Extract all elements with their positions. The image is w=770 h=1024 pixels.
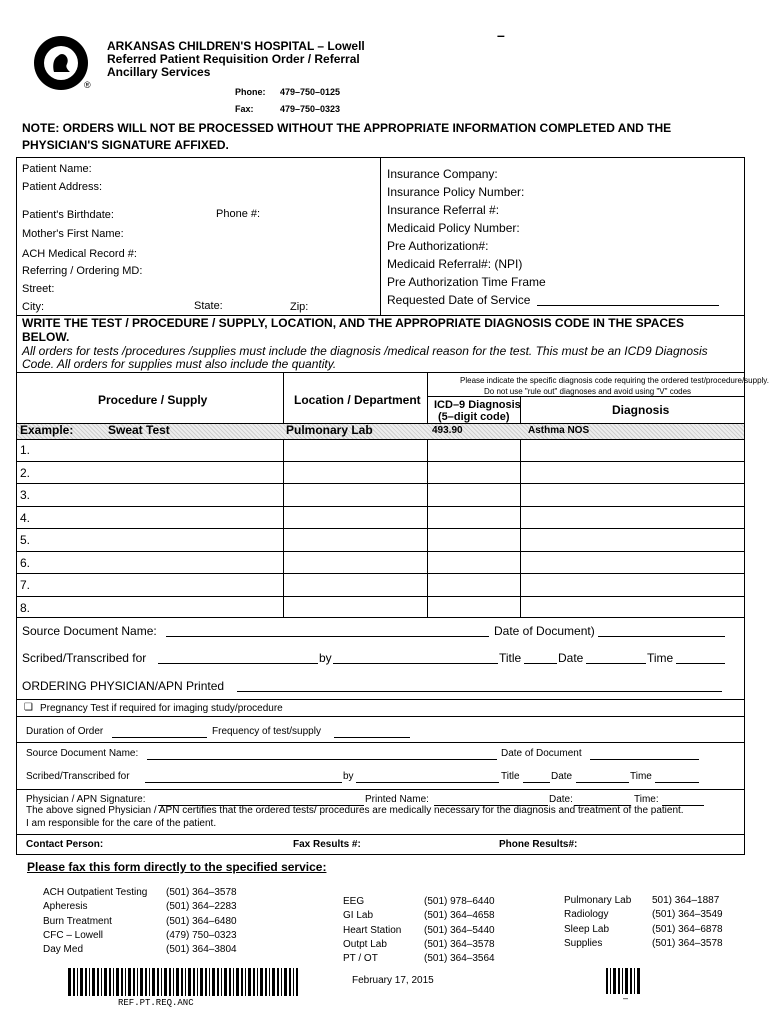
service-name: Pulmonary Lab xyxy=(564,895,632,906)
lower-date-of-document-label: Date of Document xyxy=(501,748,582,759)
lower-time-label: Time xyxy=(630,771,652,782)
service-name: Outpt Lab xyxy=(343,939,387,950)
row-number: 1. xyxy=(20,443,31,457)
service-phone: (501) 364–6480 xyxy=(166,916,237,927)
duration-line[interactable] xyxy=(112,737,207,738)
barcode-bar xyxy=(164,968,167,996)
barcode-bar xyxy=(205,968,207,996)
table-row[interactable] xyxy=(17,462,744,484)
form-date: February 17, 2015 xyxy=(352,975,434,986)
table-row[interactable] xyxy=(17,552,744,574)
barcode-bar xyxy=(634,968,635,994)
lower-by-label: by xyxy=(343,771,354,782)
note-under-line xyxy=(427,396,745,397)
service-name: PT / OT xyxy=(343,953,378,964)
patient-birthdate-label[interactable]: Patient's Birthdate: xyxy=(22,209,114,221)
row-number: 7. xyxy=(20,578,31,592)
phone-label: Phone: xyxy=(235,87,266,97)
barcode-bar xyxy=(77,968,78,996)
barcode-bar xyxy=(253,968,255,996)
table-row[interactable] xyxy=(17,439,744,461)
example-label: Example: xyxy=(20,423,74,437)
service-name: GI Lab xyxy=(343,910,374,921)
table-row[interactable] xyxy=(17,529,744,551)
lower-source-document-label: Source Document Name: xyxy=(26,748,139,759)
barcode-bar xyxy=(113,968,114,996)
frequency-label: Frequency of test/supply xyxy=(212,726,321,737)
barcode-bar xyxy=(260,968,263,996)
contact-person-label: Contact Person: xyxy=(26,839,104,850)
barcode-bar xyxy=(152,968,155,996)
barcode-bar xyxy=(169,968,171,996)
lower-title-label: Title xyxy=(501,771,520,782)
service-name: CFC – Lowell xyxy=(43,930,104,941)
row-number: 6. xyxy=(20,556,31,570)
table-row[interactable] xyxy=(17,597,744,619)
row-number: 2. xyxy=(20,466,31,480)
city-label[interactable]: City: xyxy=(22,301,44,313)
duration-label: Duration of Order xyxy=(26,726,104,737)
barcode-bar xyxy=(233,968,234,996)
row-number: 4. xyxy=(20,511,31,525)
barcode-bar xyxy=(116,968,119,996)
barcode-bar xyxy=(245,968,246,996)
barcode-bar xyxy=(101,968,102,996)
barcode-bar xyxy=(157,968,159,996)
service-phone: (501) 364–3549 xyxy=(652,909,723,920)
barcode-bar xyxy=(637,968,640,994)
barcode-bar xyxy=(128,968,131,996)
service-phone: (501) 364–5440 xyxy=(424,925,495,936)
barcode-bar xyxy=(221,968,222,996)
printed-name-label: Printed Name: xyxy=(365,794,429,805)
pre-auth-time-frame-label[interactable]: Pre Authorization Time Frame xyxy=(387,275,546,289)
physician-signature-label: Physician / APN Signature: xyxy=(26,794,146,805)
instructions-title-line2: BELOW. xyxy=(22,330,70,344)
lower-date-label: Date xyxy=(551,771,573,782)
barcode-bar xyxy=(173,968,174,996)
example-diagnosis: Asthma NOS xyxy=(528,425,590,436)
barcode-bar xyxy=(197,968,198,996)
service-phone: (501) 364–3804 xyxy=(166,944,237,955)
barcode-bar xyxy=(212,968,215,996)
barcode-bar xyxy=(269,968,270,996)
requested-date-line[interactable] xyxy=(537,305,719,306)
example-procedure: Sweat Test xyxy=(108,423,170,437)
phone-value: 479–750–0125 xyxy=(280,87,341,97)
note-line1: NOTE: ORDERS WILL NOT BE PROCESSED WITHOUT THE APPROPRIATE INFORMATION COMPLETED AND THE xyxy=(22,121,672,135)
service-name: Radiology xyxy=(564,909,609,920)
barcode-bar xyxy=(89,968,90,996)
patient-name-label[interactable]: Patient Name: xyxy=(22,163,92,175)
date-of-document-line[interactable] xyxy=(598,636,725,637)
barcode-bar xyxy=(236,968,239,996)
source-document-label: Source Document Name: xyxy=(22,624,157,638)
barcode-bar xyxy=(161,968,162,996)
medical-record-label[interactable]: ACH Medical Record #: xyxy=(22,248,137,260)
barcode-bar xyxy=(140,968,143,996)
mother-name-label[interactable]: Mother's First Name: xyxy=(22,228,124,240)
col-divider-4 xyxy=(427,372,428,396)
col-header-location: Location / Department xyxy=(294,393,421,407)
patient-address-label[interactable]: Patient Address: xyxy=(22,181,103,193)
barcode-right xyxy=(606,968,642,994)
service-phone: (501) 364–3578 xyxy=(166,887,237,898)
service-phone: (479) 750–0323 xyxy=(166,930,237,941)
barcode-bar xyxy=(606,968,608,994)
lower-source-document-line[interactable] xyxy=(147,759,497,760)
scribed-divider xyxy=(16,789,745,790)
barcode-bar xyxy=(618,968,620,994)
fax-directory-title: Please fax this form directly to the specified service: xyxy=(27,860,327,874)
fax-results-label: Fax Results #: xyxy=(293,839,361,850)
service-name: Heart Station xyxy=(343,925,402,936)
barcode-bar xyxy=(622,968,623,994)
row-number: 3. xyxy=(20,488,31,502)
barcode-bar xyxy=(188,968,191,996)
col-header-icd: ICD–9 Diagnosis xyxy=(434,399,521,411)
barcode-bar xyxy=(229,968,231,996)
service-phone: (501) 364–6878 xyxy=(652,924,723,935)
row-number: 5. xyxy=(20,533,31,547)
fax-label: Fax: xyxy=(235,104,254,114)
barcode-left xyxy=(68,968,298,996)
barcode-bar xyxy=(610,968,611,994)
scribed-date-label: Date xyxy=(558,651,584,665)
service-phone: (501) 978–6440 xyxy=(424,896,495,907)
barcode-bar xyxy=(73,968,75,996)
date-of-document-label: Date of Document) xyxy=(494,624,595,638)
barcode-bar xyxy=(200,968,203,996)
service-phone: (501) 364–3564 xyxy=(424,953,495,964)
barcode-text: REF.PT.REQ.ANC xyxy=(118,998,194,1008)
lower-scribed-line[interactable] xyxy=(145,782,342,783)
certification-line2: I am responsible for the care of the patient. xyxy=(26,818,217,829)
barcode-bar xyxy=(181,968,183,996)
pregnancy-test-label: Pregnancy Test if required for imaging study/procedure xyxy=(40,703,283,714)
scribed-by-label: by xyxy=(319,651,332,665)
scribed-line[interactable] xyxy=(158,663,318,664)
barcode-bar xyxy=(284,968,287,996)
note-line2: PHYSICIAN'S SIGNATURE AFFIXED. xyxy=(22,138,229,152)
barcode-bar xyxy=(289,968,291,996)
scribed-label: Scribed/Transcribed for xyxy=(22,651,147,665)
diagnosis-note-1: Please indicate the specific diagnosis code requiring the ordered test/procedure/supply. xyxy=(460,376,769,385)
barcode-bar xyxy=(272,968,275,996)
scribed-by-line[interactable] xyxy=(333,663,498,664)
zip-label[interactable]: Zip: xyxy=(290,301,309,313)
barcode-bar xyxy=(133,968,135,996)
barcode-bar xyxy=(97,968,99,996)
row-number: 8. xyxy=(20,601,31,615)
insurance-company-label[interactable]: Insurance Company: xyxy=(387,167,498,181)
diagnosis-note-2: Do not use "rule out" diagnoses and avoid using "V" codes xyxy=(484,387,692,396)
barcode-bar xyxy=(149,968,150,996)
instructions-title-line1: WRITE THE TEST / PROCEDURE / SUPPLY, LOCATION, AND THE APPROPRIATE DIAGNOSIS CODE IN THE SPACES xyxy=(22,316,685,330)
barcode-bar xyxy=(217,968,219,996)
hospital-name: ARKANSAS CHILDREN'S HOSPITAL – Lowell xyxy=(107,39,365,53)
barcode-bar xyxy=(193,968,195,996)
insurance-referral-label[interactable]: Insurance Referral #: xyxy=(387,203,500,217)
signature-date-label: Date: xyxy=(549,794,573,805)
barcode-bar xyxy=(176,968,179,996)
fax-value: 479–750–0323 xyxy=(280,104,341,114)
lower-date-of-document-line[interactable] xyxy=(590,759,699,760)
col-header-diagnosis: Diagnosis xyxy=(612,403,670,417)
barcode-bar xyxy=(630,968,632,994)
form-title: Referred Patient Requisition Order / Referral xyxy=(107,52,360,66)
signature-time-label: Time: xyxy=(634,794,659,805)
service-name: Supplies xyxy=(564,938,603,949)
insurance-policy-label[interactable]: Insurance Policy Number: xyxy=(387,185,525,199)
lower-by-line[interactable] xyxy=(356,782,499,783)
pregnancy-divider xyxy=(16,716,745,717)
footer-corner-mark: – xyxy=(623,993,629,1003)
certification-divider xyxy=(16,834,745,835)
table-row[interactable] xyxy=(17,574,744,596)
scribed-time-label: Time xyxy=(647,651,674,665)
service-name: Apheresis xyxy=(43,901,88,912)
barcode-bar xyxy=(265,968,267,996)
corner-mark: – xyxy=(497,27,505,43)
form-subtitle: Ancillary Services xyxy=(107,65,211,79)
barcode-bar xyxy=(224,968,227,996)
barcode-bar xyxy=(145,968,147,996)
hospital-logo xyxy=(32,34,90,92)
barcode-bar xyxy=(257,968,258,996)
example-code: 493.90 xyxy=(432,425,463,436)
barcode-bar xyxy=(296,968,298,996)
service-phone: (501) 364–2283 xyxy=(166,901,237,912)
barcode-bar xyxy=(92,968,95,996)
frequency-line[interactable] xyxy=(334,737,410,738)
service-name: ACH Outpatient Testing xyxy=(43,887,148,898)
street-label[interactable]: Street: xyxy=(22,283,55,295)
pregnancy-checkbox[interactable]: ❏ xyxy=(24,702,33,713)
patient-insurance-divider xyxy=(380,157,381,316)
lower-time-line[interactable] xyxy=(655,782,699,783)
barcode-bar xyxy=(209,968,210,996)
barcode-bar xyxy=(241,968,243,996)
col-header-procedure: Procedure / Supply xyxy=(98,393,208,407)
service-name: Sleep Lab xyxy=(564,924,610,935)
patient-phone-label[interactable]: Phone #: xyxy=(216,208,261,220)
example-location: Pulmonary Lab xyxy=(286,423,373,437)
medicaid-referral-label[interactable]: Medicaid Referral#: (NPI) xyxy=(387,257,523,271)
pre-authorization-label[interactable]: Pre Authorization#: xyxy=(387,239,489,253)
barcode-bar xyxy=(277,968,279,996)
instructions-italic-line1: All orders for tests /procedures /supplies must include the diagnosis /medical reason for the test. This must be an ICD9 Diagnosis xyxy=(22,344,708,358)
col-header-icd-sub: (5–digit code) xyxy=(438,411,510,423)
service-phone: 501) 364–1887 xyxy=(652,895,720,906)
service-name: Burn Treatment xyxy=(43,916,112,927)
table-row[interactable] xyxy=(17,507,744,529)
barcode-bar xyxy=(80,968,83,996)
medicaid-policy-label[interactable]: Medicaid Policy Number: xyxy=(387,221,520,235)
barcode-bar xyxy=(185,968,186,996)
scribed-title-line[interactable] xyxy=(524,663,557,664)
service-phone: (501) 364–4658 xyxy=(424,910,495,921)
certification-line1: The above signed Physician / APN certifies that the ordered tests/ procedures are medically necessary for the diagnosis and treatment of the patient. xyxy=(26,805,684,816)
referring-md-label[interactable]: Referring / Ordering MD: xyxy=(22,265,143,277)
barcode-bar xyxy=(104,968,107,996)
lower-date-line[interactable] xyxy=(576,782,629,783)
ordering-physician-line[interactable] xyxy=(237,691,722,692)
barcode-bar xyxy=(625,968,628,994)
scribed-time-line[interactable] xyxy=(676,663,725,664)
barcode-bar xyxy=(121,968,123,996)
scribed-date-line[interactable] xyxy=(586,663,646,664)
barcode-bar xyxy=(125,968,126,996)
barcode-bar xyxy=(293,968,294,996)
service-phone: (501) 364–3578 xyxy=(652,938,723,949)
barcode-bar xyxy=(85,968,87,996)
barcode-bar xyxy=(109,968,111,996)
requested-date-label[interactable]: Requested Date of Service xyxy=(387,293,531,307)
barcode-bar xyxy=(613,968,616,994)
source-document-line[interactable] xyxy=(166,636,489,637)
barcode-bar xyxy=(68,968,71,996)
barcode-bar xyxy=(137,968,138,996)
service-name: EEG xyxy=(343,896,365,907)
duration-divider xyxy=(16,742,745,743)
barcode-bar xyxy=(248,968,251,996)
service-phone: (501) 364–3578 xyxy=(424,939,495,950)
service-name: Day Med xyxy=(43,944,84,955)
ordering-physician-label: ORDERING PHYSICIAN/APN Printed xyxy=(22,679,225,693)
lower-scribed-label: Scribed/Transcribed for xyxy=(26,771,130,782)
barcode-bar xyxy=(281,968,282,996)
lower-title-line[interactable] xyxy=(523,782,550,783)
phone-results-label: Phone Results#: xyxy=(499,839,578,850)
registered-mark: ® xyxy=(84,80,91,90)
table-row[interactable] xyxy=(17,484,744,506)
instructions-italic-line2: Code. All orders for supplies must also include the quantity. xyxy=(22,357,337,371)
scribed-title-label: Title xyxy=(499,651,522,665)
state-label[interactable]: State: xyxy=(194,300,223,312)
